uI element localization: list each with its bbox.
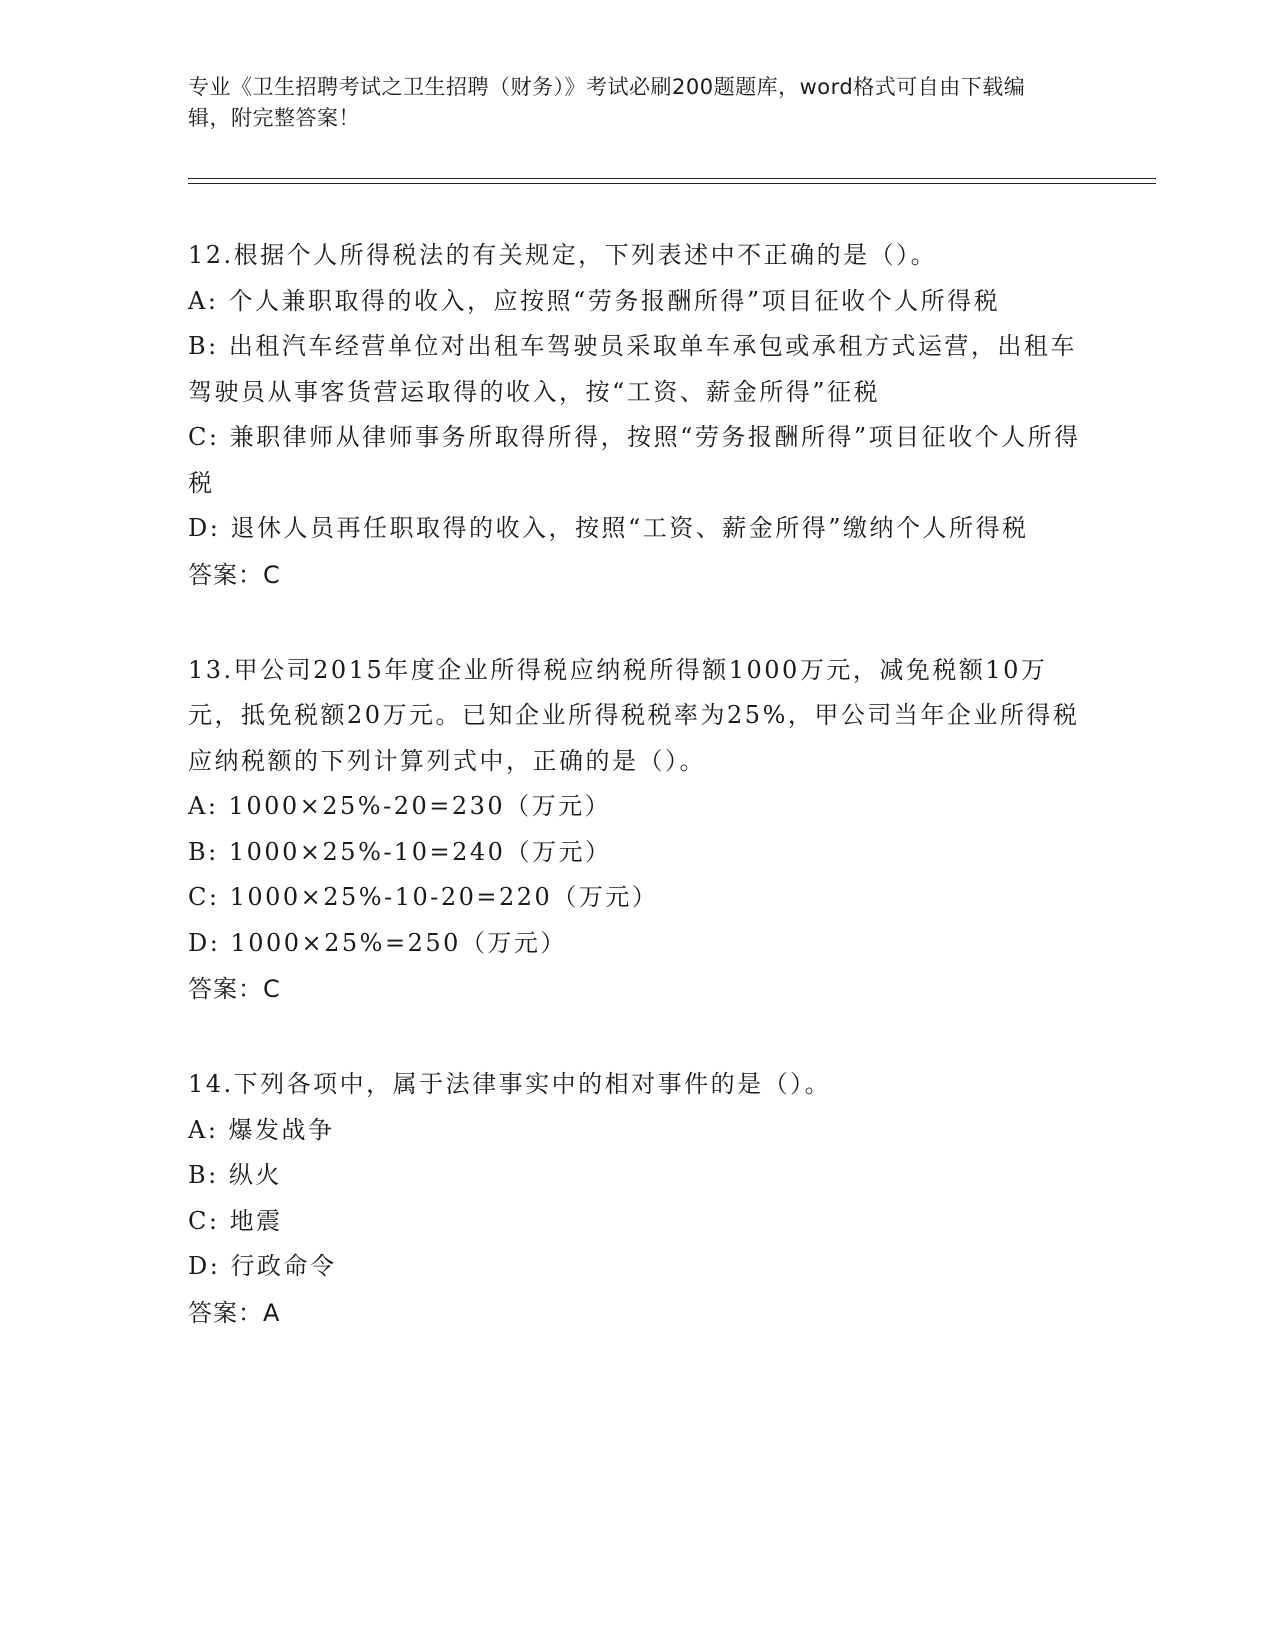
question-stem: 14.下列各项中，属于法律事实中的相对事件的是（）。: [188, 1070, 832, 1098]
question-list: [188, 233, 1088, 1336]
option-c: C: 地震: [188, 1206, 283, 1235]
header-divider-bottom: [188, 183, 1156, 184]
question-13: [188, 648, 1088, 1013]
option-a: A: 个人兼职取得的收入，应按照“劳务报酬所得”项目征收个人所得税: [188, 286, 1001, 315]
question-14: [188, 1062, 1088, 1336]
header-intro-text: 专业《卫生招聘考试之卫生招聘（财务）》考试必刷200题题库，word格式可自由下载编辑，附完整答案！: [188, 75, 1026, 130]
question-spacer: [188, 1012, 1088, 1062]
question-stem: 12.根据个人所得税法的有关规定，下列表述中不正确的是（）。: [188, 241, 938, 269]
option-d: D: 退休人员再任职取得的收入，按照“工资、薪金所得”缴纳个人所得税: [188, 514, 1029, 542]
question-12: [188, 233, 1088, 598]
answer-label: 答案：A: [188, 1298, 281, 1327]
option-c: C: 兼职律师从律师事务所取得所得，按照“劳务报酬所得”项目征收个人所得税: [188, 423, 1081, 497]
option-a: A: 爆发战争: [188, 1115, 335, 1144]
option-a: A: 1000×25%-20=230（万元）: [188, 792, 612, 820]
answer-label: 答案：C: [188, 560, 281, 589]
option-b: B: 出租汽车经营单位对出租车驾驶员采取单车承包或承租方式运营，出租车驾驶员从事客货营运取得的收入，按“工资、薪金所得”征税: [188, 332, 1077, 406]
document-header: [188, 72, 1068, 134]
question-stem: 13.甲公司2015年度企业所得税应纳税所得额1000万元，减免税额10万元，抵免税额20万元。已知企业所得税税率为25%，甲公司当年企业所得税应纳税额的下列计算列式中，正确的是（）。: [188, 655, 1080, 775]
option-b: B: 纵火: [188, 1161, 282, 1189]
header-divider-top: [188, 178, 1156, 179]
answer-label: 答案：C: [188, 975, 281, 1003]
option-d: D: 行政命令: [188, 1252, 337, 1280]
question-spacer: [188, 598, 1088, 648]
option-c: C: 1000×25%-10-20=220（万元）: [188, 883, 659, 911]
option-b: B: 1000×25%-10=240（万元）: [188, 837, 612, 866]
option-d: D: 1000×25%=250（万元）: [188, 928, 567, 957]
